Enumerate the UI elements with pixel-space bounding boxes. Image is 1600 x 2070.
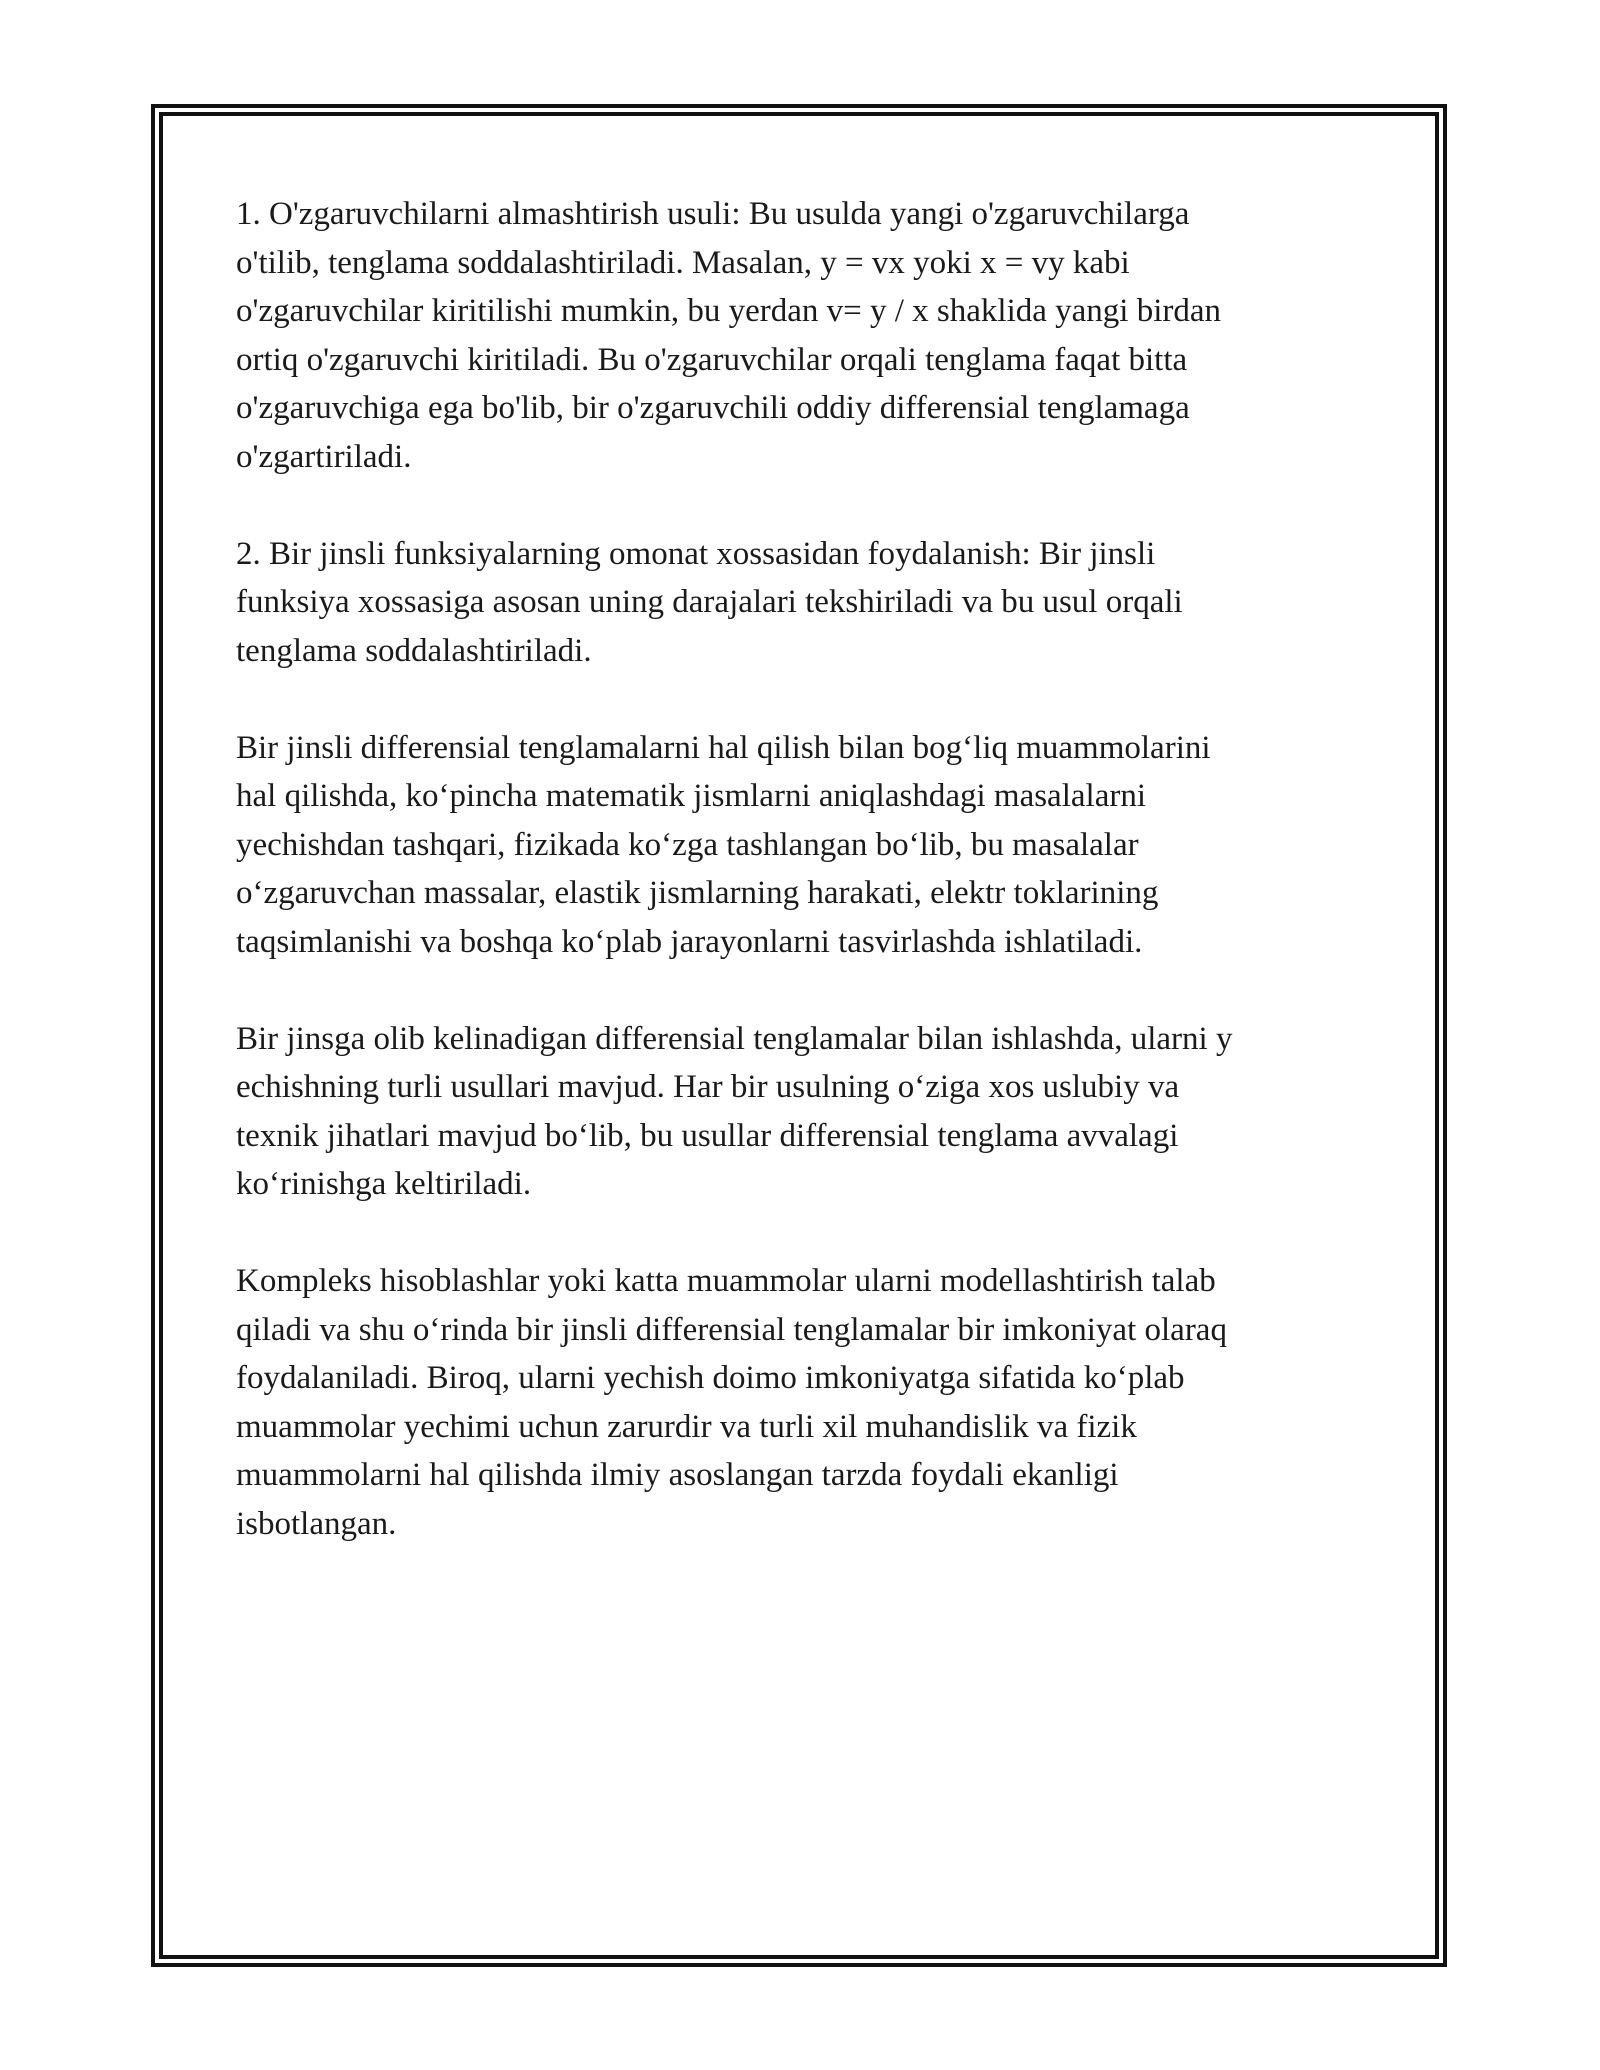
- paragraph-homogeneous-functions: 2. Bir jinsli funksiyalarning omonat xossasidan foydalanish: Bir jinsli funksiya xossasiga asosan uning darajalari tekshiriladi va bu usul orqali tenglama soddalashtiriladi.: [236, 535, 1183, 669]
- paragraph-complex-modeling: Kompleks hisoblashlar yoki katta muammolar ularni modellashtirish talab qiladi va shu o‘rinda bir jinsli differensial tenglamalar bir imkoniyat olaraq foydalaniladi. Biroq, ularni yechish doimo imkoniyatga sifatida ko‘plab muammolar yechimi uchun zarurdir va turli xil muhandislik va fizik muammolarni hal qilishda ilmiy asoslangan tarzda foydali ekanligi isbotlangan.: [236, 1263, 1227, 1542]
- paragraph-physics-applications: Bir jinsli differensial tenglamalarni hal qilish bilan bog‘liq muammolarini hal qilishda, ko‘pincha matematik jismlarni aniqlashdagi masalalarni yechishdan tashqari, fizikada ko‘zga tashlangan bo‘lib, bu masalalar o‘zgaruvchan massalar, elastik jismlarning harakati, elektr toklarining taqsimlanishi va boshqa ko‘plab jarayonlarni tasvirlashda ishlatiladi.: [236, 729, 1211, 960]
- paragraph-solution-methods: Bir jinsga olib kelinadigan differensial tenglamalar bilan ishlashda, ularni y echishning turli usullari mavjud. Har bir usulning o‘ziga xos uslubiy va texnik jihatlari mavjud bo‘lib, bu usullar differensial tenglama avvalagi ko‘rinishga keltiriladi.: [236, 1020, 1233, 1202]
- document-body: [236, 190, 1366, 1597]
- paragraph-variable-substitution: 1. O'zgaruvchilarni almashtirish usuli: Bu usulda yangi o'zgaruvchilarga o'tilib, tenglama soddalashtiriladi. Masalan, y = vx yoki x = vy kabi o'zgaruvchilar kiritilishi mumkin, bu yerdan v= y / x shaklida yangi birdan ortiq o'zgaruvchi kiritiladi. Bu o'zgaruvchilar orqali tenglama faqat bitta o'zgaruvchiga ega bo'lib, bir o'zgaruvchili oddiy differensial tenglamaga o'zgartiriladi.: [236, 196, 1222, 475]
